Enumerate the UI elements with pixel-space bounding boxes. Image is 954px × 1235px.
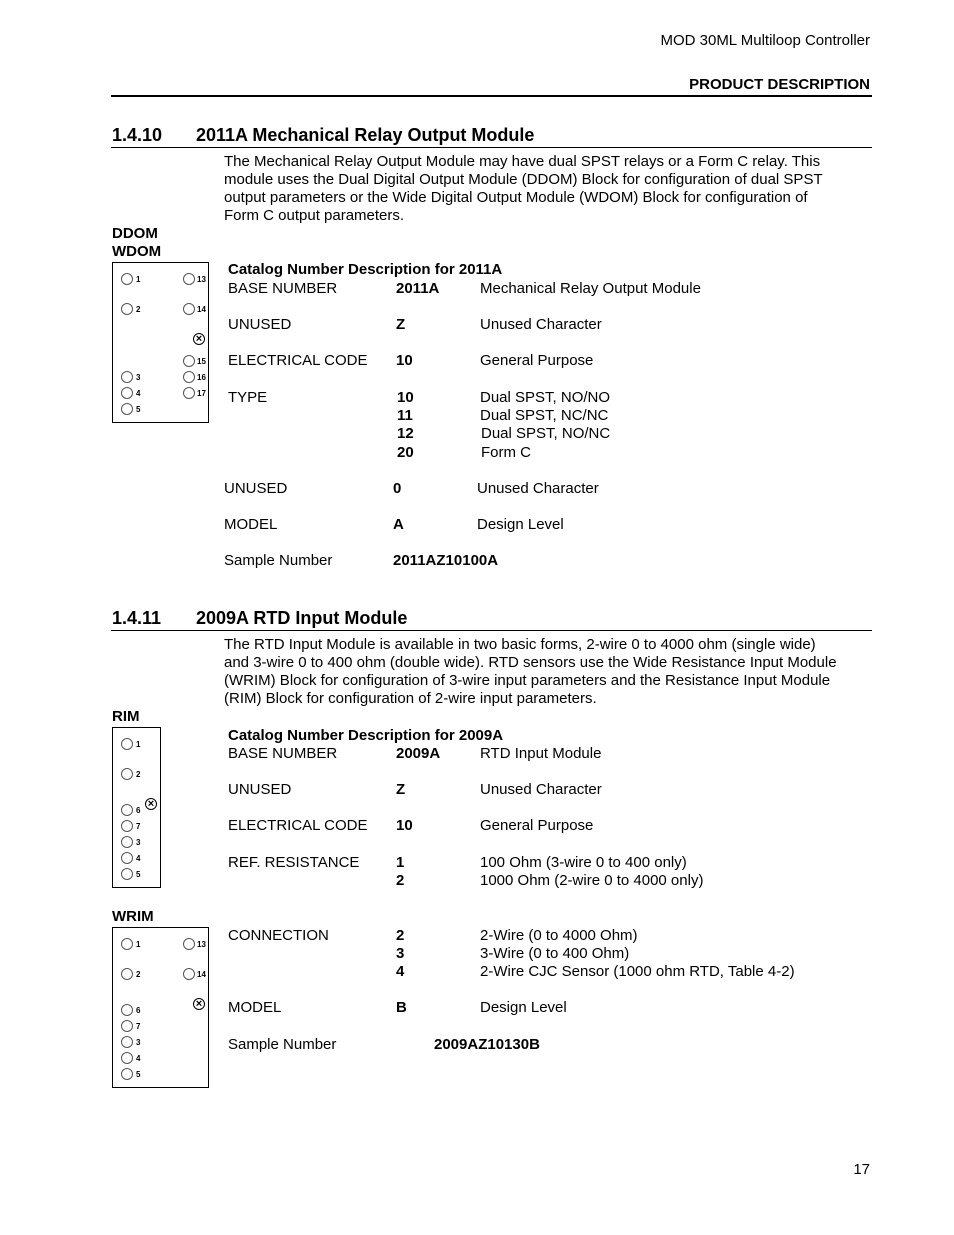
catalog-row-label: CONNECTION: [228, 927, 329, 944]
catalog-row-label: UNUSED: [228, 316, 292, 333]
catalog-row-code: 2: [396, 872, 405, 889]
catalog-row-label: REF. RESISTANCE: [228, 854, 360, 871]
terminal-number: 2: [136, 305, 141, 314]
terminal-circle: [121, 387, 133, 399]
catalog-row-desc: Mechanical Relay Output Module: [480, 280, 701, 297]
catalog-row-label: TYPE: [228, 389, 268, 406]
section-1-number: 1.4.10: [112, 125, 163, 145]
sample-number-value: 2009AZ10130B: [434, 1036, 540, 1053]
section-title: PRODUCT DESCRIPTION: [689, 76, 870, 93]
catalog-row-label: ELECTRICAL CODE: [228, 352, 368, 369]
terminal-number: 14: [197, 305, 206, 314]
section-2-heading: 2009A RTD Input Module: [196, 608, 408, 628]
terminal-number: 14: [197, 970, 206, 979]
ground-x-icon: ×: [193, 998, 205, 1010]
catalog-row-label: ELECTRICAL CODE: [228, 817, 368, 834]
terminal-number: 4: [136, 1054, 141, 1063]
document-title: MOD 30ML Multiloop Controller: [660, 32, 870, 49]
catalog-row-desc: Design Level: [480, 999, 567, 1016]
terminal-circle: [121, 403, 133, 415]
ground-x-icon: ×: [145, 798, 157, 810]
catalog-row-code: 20: [397, 444, 414, 461]
terminal-number: 4: [136, 854, 141, 863]
catalog-row-label: UNUSED: [224, 480, 288, 497]
terminal-number: 1: [136, 940, 141, 949]
terminal-number: 5: [136, 1070, 141, 1079]
catalog-row-desc: Unused Character: [480, 781, 602, 798]
terminal-circle: [183, 938, 195, 950]
header-rule: [111, 95, 872, 97]
terminal-circle: [121, 852, 133, 864]
intro-line: The RTD Input Module is available in two basic forms, 2-wire 0 to 4000 ohm (single wide): [224, 636, 816, 653]
catalog-row-code: 3: [396, 945, 405, 962]
section-2-rule: [111, 630, 872, 631]
catalog-row-desc: General Purpose: [480, 352, 594, 369]
catalog-row-label: UNUSED: [228, 781, 292, 798]
terminal-circle: [183, 355, 195, 367]
catalog-row-code: B: [396, 999, 407, 1016]
terminal-circle: [121, 1020, 133, 1032]
catalog-row-desc: 100 Ohm (3-wire 0 to 400 only): [480, 854, 687, 871]
section-1-intro: [224, 153, 823, 225]
terminal-circle: [121, 273, 133, 285]
intro-line: (WRIM) Block for configuration of 3-wire input parameters and the Resistance Input Module: [224, 672, 831, 689]
intro-line: and 3-wire 0 to 400 ohm (double wide). RTD sensors use the Wide Resistance Input Module: [224, 654, 837, 671]
ground-x-icon: ×: [193, 333, 205, 345]
terminal-circle: [121, 1036, 133, 1048]
catalog-row-code: 12: [397, 425, 414, 442]
catalog-row-desc: 2-Wire (0 to 4000 Ohm): [480, 927, 638, 944]
terminal-circle: [121, 804, 133, 816]
catalog-row-desc: Design Level: [477, 516, 564, 533]
terminal-circle: [121, 371, 133, 383]
terminal-circle: [121, 768, 133, 780]
catalog-heading-2011a: Catalog Number Description for 2011A: [228, 261, 503, 278]
catalog-row-code: 2: [396, 927, 405, 944]
rim-label: RIM: [112, 708, 140, 725]
terminal-number: 13: [197, 940, 206, 949]
terminal-number: 13: [197, 275, 206, 284]
catalog-row-label: MODEL: [228, 999, 282, 1016]
terminal-number: 2: [136, 970, 141, 979]
intro-line: module uses the Dual Digital Output Module (DDOM) Block for configuration of dual SPST: [224, 171, 823, 188]
rim-terminal-diagram: [112, 727, 161, 888]
section-1-rule: [111, 147, 872, 148]
terminal-number: 7: [136, 822, 141, 831]
sample-number-label: Sample Number: [224, 552, 333, 569]
terminal-circle: [121, 1068, 133, 1080]
terminal-circle: [121, 820, 133, 832]
terminal-number: 2: [136, 770, 141, 779]
catalog-row-code: 1: [396, 854, 405, 871]
wdom-label: WDOM: [112, 243, 162, 260]
intro-line: The Mechanical Relay Output Module may have dual SPST relays or a Form C relay. This: [224, 153, 821, 170]
section-2-number: 1.4.11: [112, 608, 162, 628]
terminal-circle: [121, 738, 133, 750]
terminal-number: 6: [136, 806, 141, 815]
catalog-row-desc: Form C: [481, 444, 531, 461]
intro-line: Form C output parameters.: [224, 207, 405, 224]
intro-line: (RIM) Block for configuration of 2-wire input parameters.: [224, 690, 597, 707]
catalog-row-code: A: [393, 516, 404, 533]
section-1-heading: 2011A Mechanical Relay Output Module: [196, 125, 535, 145]
ddom-label: DDOM: [112, 225, 158, 242]
terminal-number: 3: [136, 1038, 141, 1047]
catalog-row-code: 4: [396, 963, 405, 980]
terminal-number: 4: [136, 389, 141, 398]
catalog-row-desc: Unused Character: [477, 480, 599, 497]
catalog-row-code: 0: [393, 480, 402, 497]
catalog-row-label: BASE NUMBER: [228, 745, 338, 762]
terminal-circle: [121, 1004, 133, 1016]
catalog-row-desc: 1000 Ohm (2-wire 0 to 4000 only): [480, 872, 704, 889]
wrim-label: WRIM: [112, 908, 154, 925]
intro-line: output parameters or the Wide Digital Output Module (WDOM) Block for configuration of: [224, 189, 808, 206]
terminal-number: 5: [136, 405, 141, 414]
catalog-row-label: MODEL: [224, 516, 278, 533]
terminal-number: 1: [136, 740, 141, 749]
terminal-circle: [121, 938, 133, 950]
catalog-row-desc: Dual SPST, NO/NO: [480, 389, 611, 406]
terminal-number: 3: [136, 838, 141, 847]
terminal-circle: [183, 303, 195, 315]
terminal-number: 16: [197, 373, 206, 382]
terminal-circle: [121, 836, 133, 848]
terminal-circle: [183, 387, 195, 399]
catalog-row-code: 11: [397, 407, 413, 424]
sample-number-value: 2011AZ10100A: [393, 552, 499, 569]
terminal-circle: [183, 968, 195, 980]
catalog-row-desc: 2-Wire CJC Sensor (1000 ohm RTD, Table 4-2): [480, 963, 795, 980]
catalog-row-desc: Dual SPST, NC/NC: [480, 407, 609, 424]
catalog-row-code: 2011A: [396, 280, 440, 297]
terminal-circle: [121, 1052, 133, 1064]
terminal-number: 5: [136, 870, 141, 879]
catalog-heading-2009a: Catalog Number Description for 2009A: [228, 727, 504, 744]
catalog-row-code: Z: [396, 316, 406, 333]
terminal-number: 17: [197, 389, 206, 398]
catalog-row-desc: RTD Input Module: [480, 745, 602, 762]
terminal-number: 3: [136, 373, 141, 382]
catalog-row-code: 2009A: [396, 745, 441, 762]
catalog-row-code: Z: [396, 781, 406, 798]
catalog-row-label: BASE NUMBER: [228, 280, 338, 297]
catalog-row-desc: Dual SPST, NO/NC: [481, 425, 611, 442]
terminal-circle: [121, 868, 133, 880]
catalog-row-desc: General Purpose: [480, 817, 594, 834]
terminal-circle: [121, 303, 133, 315]
terminal-circle: [183, 273, 195, 285]
page-number: 17: [853, 1161, 870, 1178]
terminal-number: 15: [197, 357, 206, 366]
ddom-terminal-diagram: [112, 262, 209, 423]
terminal-circle: [121, 968, 133, 980]
terminal-number: 6: [136, 1006, 141, 1015]
catalog-row-code: 10: [396, 352, 413, 369]
catalog-row-code: 10: [396, 817, 413, 834]
terminal-number: 1: [136, 275, 141, 284]
catalog-row-desc: Unused Character: [480, 316, 602, 333]
wrim-terminal-diagram: [112, 927, 209, 1088]
sample-number-label: Sample Number: [228, 1036, 337, 1053]
terminal-circle: [183, 371, 195, 383]
catalog-row-desc: 3-Wire (0 to 400 Ohm): [480, 945, 630, 962]
catalog-row-code: 10: [397, 389, 414, 406]
section-2-intro: [224, 636, 837, 708]
terminal-number: 7: [136, 1022, 141, 1031]
